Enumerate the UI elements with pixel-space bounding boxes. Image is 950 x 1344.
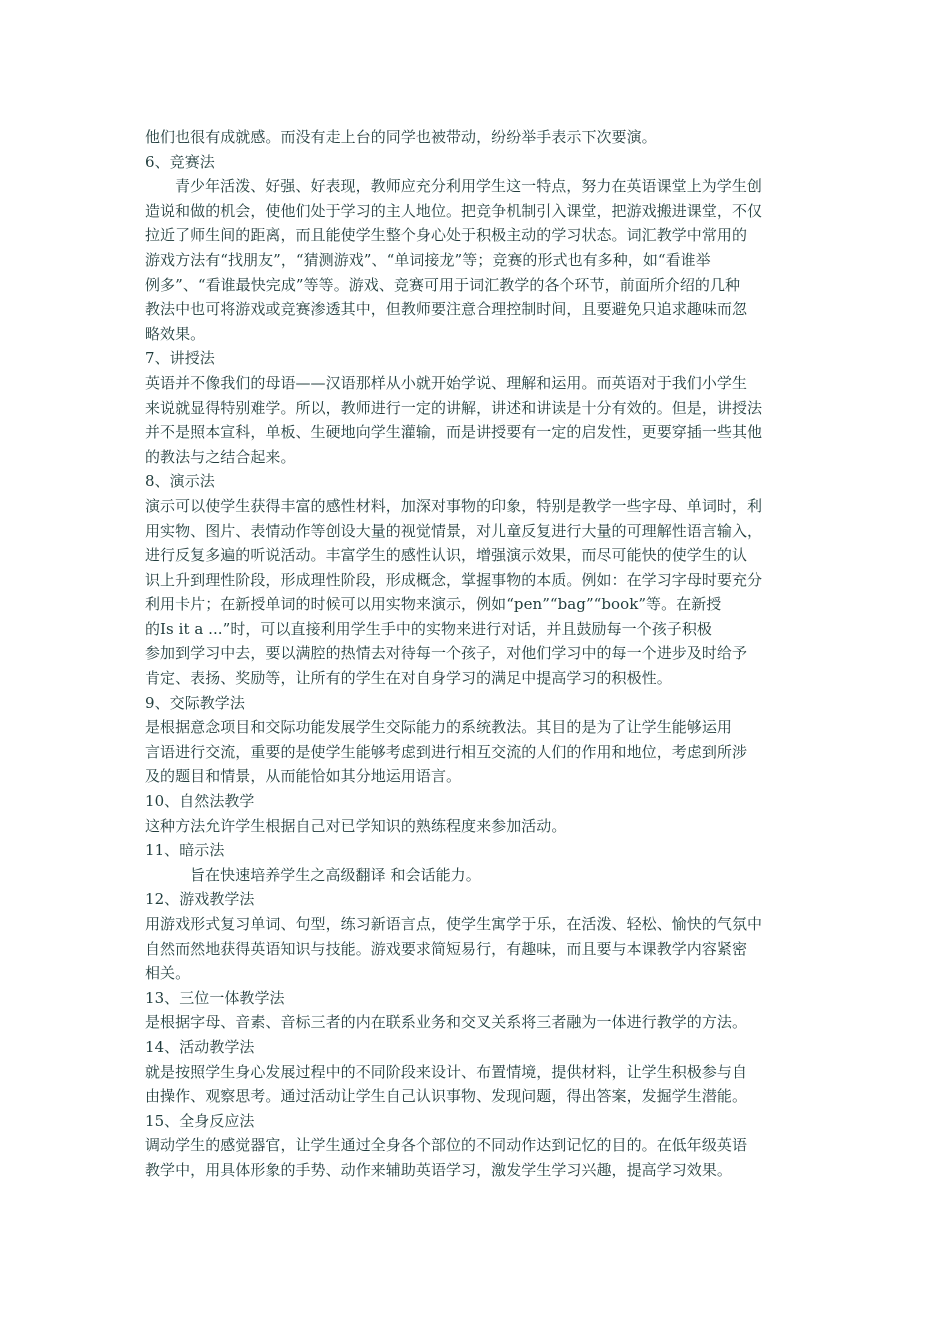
section-heading: 13、三位一体教学法 (145, 988, 285, 1007)
paragraph-line: 参加到学习中去，要以满腔的热情去对待每一个孩子，对他们学习中的每一个进步及时给予 (145, 644, 748, 663)
paragraph-line: 用游戏形式复习单词、句型，练习新语言点，使学生寓学于乐，在活泼、轻松、愉快的气氛中 (145, 915, 763, 933)
paragraph-line: 言语进行交流，重要的是使学生能够考虑到进行相互交流的人们的作用和地位，考虑到所涉 (145, 742, 748, 761)
paragraph-line: 旨在快速培养学生之高级翻译 和会话能力。 (190, 865, 481, 884)
paragraph-line: 的Is it a ...”时，可以直接利用学生手中的实物来进行对话，并且鼓励每一个孩子积极 (145, 619, 712, 638)
paragraph-line: 他们也很有成就感。而没有走上台的同学也被带动，纷纷举手表示下次要演。 (145, 128, 657, 146)
paragraph-line: 调动学生的感觉器官，让学生通过全身各个部位的不同动作达到记忆的目的。在低年级英语 (145, 1136, 748, 1155)
paragraph-line: 肯定、表扬、奖励等，让所有的学生在对自身学习的满足中提高学习的积极性。 (145, 669, 672, 688)
section-heading: 9、交际教学法 (145, 693, 245, 712)
paragraph-line: 这种方法允许学生根据自己对已学知识的熟练程度来参加活动。 (145, 816, 567, 835)
section-heading: 8、演示法 (145, 472, 215, 491)
section-heading: 15、全身反应法 (145, 1111, 255, 1130)
paragraph-line: 利用卡片；在新授单词的时候可以用实物来演示，例如“pen”“bag”“book”等。在新授 (145, 595, 722, 614)
section-heading: 7、讲授法 (145, 349, 215, 368)
paragraph-line: 英语并不像我们的母语——汉语那样从小就开始学说、理解和运用。而英语对于我们小学生 (145, 373, 748, 392)
section-heading: 10、自然法教学 (145, 792, 255, 811)
document-body (145, 125, 807, 1183)
paragraph-line: 及的题目和情景，从而能恰如其分地运用语言。 (145, 767, 462, 786)
paragraph-line: 进行反复多遍的听说活动。丰富学生的感性认识，增强演示效果，而尽可能快的使学生的认 (145, 546, 748, 565)
paragraph-line: 拉近了师生间的距离，而且能使学生整个身心处于积极主动的学习状态。词汇教学中常用的 (145, 226, 748, 245)
paragraph-line: 自然而然地获得英语知识与技能。游戏要求简短易行，有趣味，而且要与本课教学内容紧密 (145, 939, 748, 958)
paragraph-line: 教法中也可将游戏或竞赛渗透其中，但教师要注意合理控制时间，且要避免只追求趣味而忽 (145, 300, 748, 319)
section-heading: 14、活动教学法 (145, 1037, 255, 1056)
paragraph-line: 由操作、观察思考。通过活动让学生自己认识事物、发现问题，得出答案，发掘学生潜能。 (145, 1087, 748, 1106)
paragraph-line: 青少年活泼、好强、好表现，教师应充分利用学生这一特点，努力在英语课堂上为学生创 (175, 177, 762, 196)
paragraph-line: 教学中，用具体形象的手势、动作来辅助英语学习，激发学生学习兴趣，提高学习效果。 (145, 1160, 732, 1179)
paragraph-line: 演示可以使学生获得丰富的感性材料，加深对事物的印象，特别是教学一些字母、单词时，利 (145, 496, 763, 515)
paragraph-line: 是根据字母、音素、音标三者的内在联系业务和交叉关系将三者融为一体进行教学的方法。 (145, 1013, 748, 1032)
paragraph-line: 并不是照本宣科，单板、生硬地向学生灌输，而是讲授要有一定的启发性，更要穿插一些其他 (145, 423, 763, 442)
section-heading: 12、游戏教学法 (145, 890, 255, 909)
section-heading: 6、竞赛法 (145, 152, 215, 171)
paragraph-line: 的教法与之结合起来。 (145, 447, 296, 466)
paragraph-line: 略效果。 (145, 324, 206, 343)
paragraph-line: 就是按照学生身心发展过程中的不同阶段来设计、布置情境，提供材料，让学生积极参与自 (145, 1062, 748, 1081)
section-heading: 11、暗示法 (145, 841, 225, 860)
paragraph-line: 游戏方法有“找朋友”，“猜测游戏”、“单词接龙”等；竞赛的形式也有多种，如“看谁举 (145, 250, 711, 269)
paragraph-line: 例多”、“看谁最快完成”等等。游戏、竞赛可用于词汇教学的各个环节，前面所介绍的几种 (145, 275, 741, 294)
paragraph-line: 造说和做的机会，使他们处于学习的主人地位。把竞争机制引入课堂，把游戏搬进课堂，不仅 (145, 201, 763, 220)
paragraph-line: 来说就显得特别难学。所以，教师进行一定的讲解，讲述和讲读是十分有效的。但是，讲授法 (145, 398, 763, 417)
paragraph-line: 相关。 (145, 964, 191, 983)
paragraph-line: 是根据意念项目和交际功能发展学生交际能力的系统教法。其目的是为了让学生能够运用 (145, 718, 732, 737)
paragraph-line: 识上升到理性阶段，形成理性阶段，形成概念，掌握事物的本质。例如：在学习字母时要充分 (145, 570, 763, 589)
paragraph-line: 用实物、图片、表情动作等创设大量的视觉情景，对儿童反复进行大量的可理解性语言输入， (145, 521, 763, 540)
